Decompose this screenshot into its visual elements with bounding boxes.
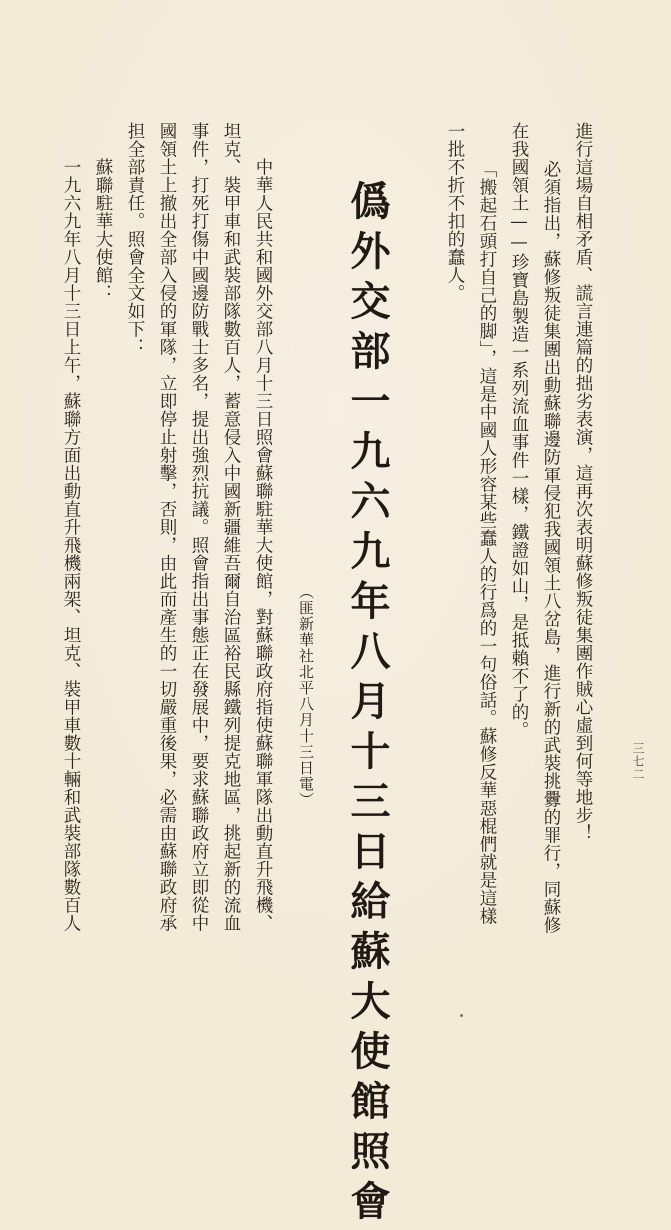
- article-line-7: 一九六九年八月十三日上午，蘇聯方面出動直升飛機兩架、坦克、裝甲車數十輛和武裝部隊數百人: [61, 158, 81, 932]
- intro-line-4: 「搬起石頭打自己的脚」，這是中國人形容某些蠢人的行爲的一句俗話。蘇修反華惡棍們就是這樣: [477, 160, 497, 926]
- page-number: 三七二: [631, 742, 645, 781]
- article-line-3: 事件，打死打傷中國邊防戰士多名，提出強烈抗議。照會指出事態正在發展中，要求蘇聯政府立即從中: [189, 122, 209, 932]
- article-line-1: 中華人民共和國外交部八月十三日照會蘇聯駐華大使館，對蘇聯政府指使蘇聯軍隊出動直升飛機、: [253, 158, 273, 932]
- article-source: （匪新華社北平八月十三日電）: [297, 584, 315, 808]
- article-line-5: 担全部責任。照會全文如下：: [125, 122, 145, 356]
- intro-line-5: 一批不折不扣的蠢人。: [445, 122, 465, 302]
- article-line-4: 國領土上撤出全部入侵的軍隊，立即停止射擊，否則，由此而產生的一切嚴重後果，必需由蘇聯政府承: [157, 122, 177, 932]
- article-title: 僞外交部一九六九年八月十三日給蘇大使館照會: [344, 180, 391, 1230]
- intro-line-2: 必須指出，蘇修叛徒集團出動蘇聯邊防軍侵犯我國領土八岔島，進行新的武裝挑釁的罪行，同蘇修: [541, 160, 561, 934]
- salutation: 蘇聯駐華大使館：: [93, 158, 113, 302]
- intro-line-3: 在我國領土——珍寶島製造一系列流血事件一樣，鐵證如山，是抵賴不了的。: [509, 122, 529, 739]
- intro-line-1: 進行這場自相矛盾、謊言連篇的拙劣表演，這再次表明蘇修叛徒集團作賊心虛到何等地步！: [573, 122, 593, 842]
- print-mark: [460, 1014, 463, 1017]
- article-line-2: 坦克、裝甲車和武裝部隊數百人，蓄意侵入中國新疆維吾爾自治區裕民縣鐵列提克地區，挑起新的流血: [221, 122, 241, 932]
